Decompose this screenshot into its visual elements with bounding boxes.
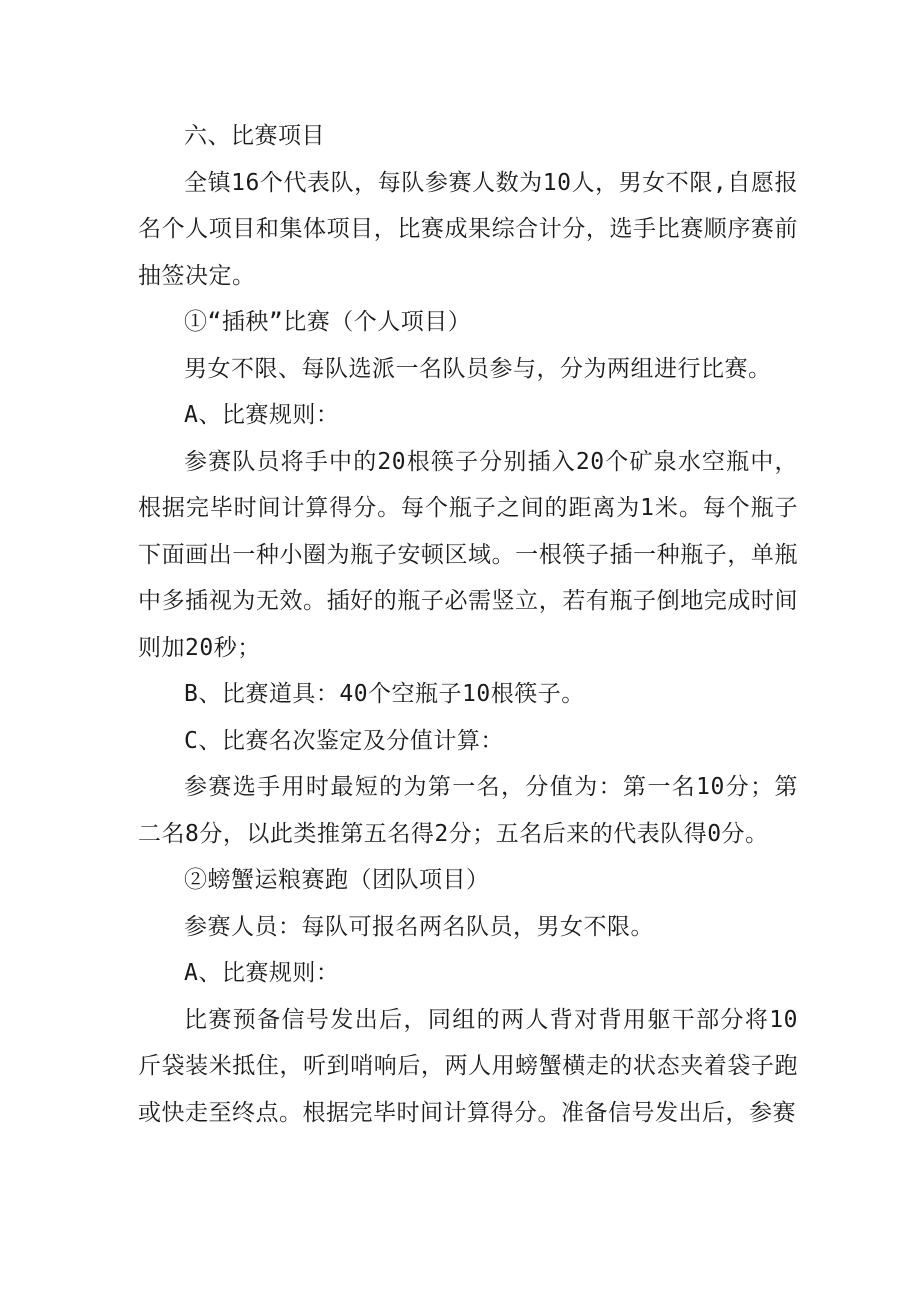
- paragraph: 参赛人员：每队可报名两名队员，男女不限。: [184, 913, 654, 940]
- section-heading: 六、比赛项目: [184, 123, 325, 149]
- paragraph: 男女不限、每队选派一名队员参与，分为两组进行比赛。: [184, 355, 772, 382]
- rule-heading: A、比赛规则：: [184, 402, 340, 428]
- paragraph: 参赛选手用时最短的为第一名，分值为：第一名10分；第二名8分，以此类推第五名得2分；五名后来的代表队得0分。: [138, 774, 798, 847]
- paragraph: 参赛队员将手中的20根筷子分别插入20个矿泉水空瓶中，根据完毕时间计算得分。每个瓶子之间的距离为1米。每个瓶子下面画出一种小圈为瓶子安顿区域。一根筷子插一种瓶子，单瓶中多插视为无效。插好的瓶子必需竖立，若有瓶子倒地完成时间则加20秒；: [138, 448, 798, 661]
- event-heading: ②螃蟹运粮赛跑（团队项目）: [184, 867, 490, 893]
- paragraph: B、比赛道具：40个空瓶子10根筷子。: [184, 681, 585, 707]
- rule-heading: C、比赛名次鉴定及分值计算：: [184, 727, 504, 754]
- paragraph: 全镇16个代表队，每队参赛人数为10人，男女不限,自愿报名个人项目和集体项目，比赛成果综合计分，选手比赛顺序赛前抽签决定。: [138, 169, 798, 289]
- document-body: [138, 113, 798, 1136]
- paragraph: 比赛预备信号发出后，同组的两人背对背用躯干部分将10斤袋装米抵住，听到哨响后，两人用螃蟹横走的状态夹着袋子跑或快走至终点。根据完毕时间计算得分。准备信号发出后，参赛: [138, 1006, 798, 1126]
- rule-heading: A、比赛规则：: [184, 960, 340, 986]
- event-heading: ①“插秧”比赛（个人项目）: [184, 309, 472, 335]
